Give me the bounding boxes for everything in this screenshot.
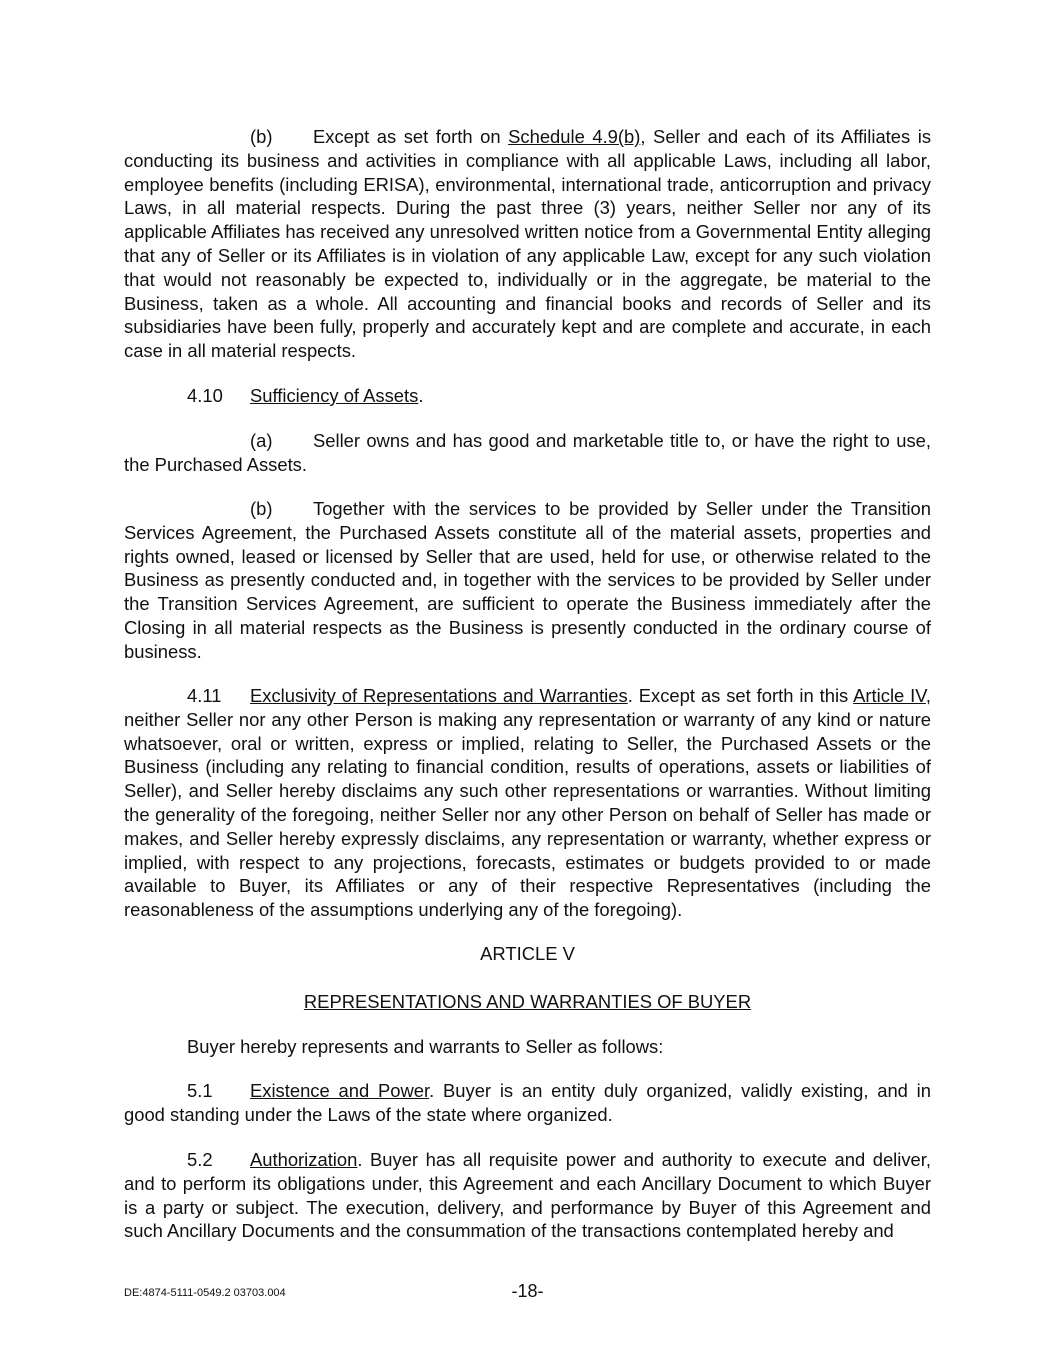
page-number: -18- (511, 1281, 544, 1301)
article-reference: Article IV (853, 685, 926, 706)
section-number: 4.11 (187, 685, 222, 706)
section-4-10-heading: 4.10 Sufficiency of Assets. (187, 385, 424, 406)
section-5-1: 5.1 Existence and Power. Buyer is an entity duly organized, validly existing, and in good standing under the Laws of the state where organized. (124, 1080, 931, 1125)
section-number: 5.1 (187, 1080, 213, 1101)
section-title: Existence and Power (250, 1080, 430, 1101)
section-4-11: 4.11 Exclusivity of Representations and Warranties. Except as set forth in this Article IV, neither Seller nor any other Person is making any representation or warranty of any kind or nature whatsoever, oral or written, express or implied, relating to Seller, the Purchased Assets or the Business (including any relating to financial condition, results of operations, assets or liabilities of Seller), and Seller hereby disclaims any such other representations or warranties. Without limiting the generality of the foregoing, neither Seller nor any other Person on behalf of Seller has made or makes, and Seller hereby expressly disclaims, any representation or warranty, whether express or implied, with respect to any projections, forecasts, estimates or budgets provided to or made available to Buyer, its Affiliates or any of their respective Representatives (including the reasonableness of the assumptions underlying any of the foregoing). (124, 685, 931, 921)
section-number: 4.10 (187, 385, 223, 406)
article-heading: ARTICLE V (480, 943, 575, 964)
paragraph-4-10-b: (b) Together with the services to be provided by Seller under the Transition Services Agreement, the Purchased Assets constitute all of the material assets, properties and rights owned, leased or licensed by Seller that are used, held for use, or otherwise related to the Business as presently conducted and, in together with the services to be provided by Seller under the Transition Services Agreement, are sufficient to operate the Business immediately after the Closing in all material respects as the Business is presently conducted in the ordinary course of business. (124, 498, 931, 662)
section-5-2: 5.2 Authorization. Buyer has all requisite power and authority to execute and deliver, and to perform its obligations under, this Agreement and each Ancillary Document to which Buyer is a party or subject. The execution, delivery, and performance by Buyer of this Agreement and such Ancillary Documents and the consummation of the transactions contemplated hereby and (124, 1149, 931, 1242)
article-intro: Buyer hereby represents and warrants to Seller as follows: (187, 1036, 664, 1057)
section-title: Sufficiency of Assets (250, 385, 419, 406)
section-title: Authorization (250, 1149, 358, 1170)
paragraph-4-9-b: (b) Except as set forth on Schedule 4.9(b), Seller and each of its Affiliates is conducting its business and activities in compliance with all applicable Laws, including all labor, employee benefits (including ERISA), environmental, international trade, anticorruption and privacy Laws, in all material respects. During the past three (3) years, neither Seller nor any of its applicable Affiliates has received any unresolved written notice from a Governmental Entity alleging that any of Seller or its Affiliates is in violation of any applicable Law, except for any such violation that would not reasonably be expected to, individually or in the aggregate, be material to the Business, taken as a whole. All accounting and financial books and records of Seller and its subsidiaries have been fully, properly and accurately kept and are complete and accurate, in each case in all material respects. (124, 126, 932, 362)
article-title: REPRESENTATIONS AND WARRANTIES OF BUYER (303, 991, 752, 1012)
section-number: 5.2 (187, 1149, 213, 1170)
clause-number: (b) (250, 126, 273, 147)
schedule-reference: Schedule 4.9(b) (508, 126, 641, 147)
section-title: Exclusivity of Representations and Warranties (250, 685, 628, 706)
document-id: DE:4874-5111-0549.2 03703.004 (124, 1287, 286, 1299)
clause-number: (a) (250, 430, 273, 451)
paragraph-4-10-a: (a) Seller owns and has good and marketable title to, or have the right to use, the Purchased Assets. (124, 430, 931, 475)
clause-number: (b) (250, 498, 273, 519)
